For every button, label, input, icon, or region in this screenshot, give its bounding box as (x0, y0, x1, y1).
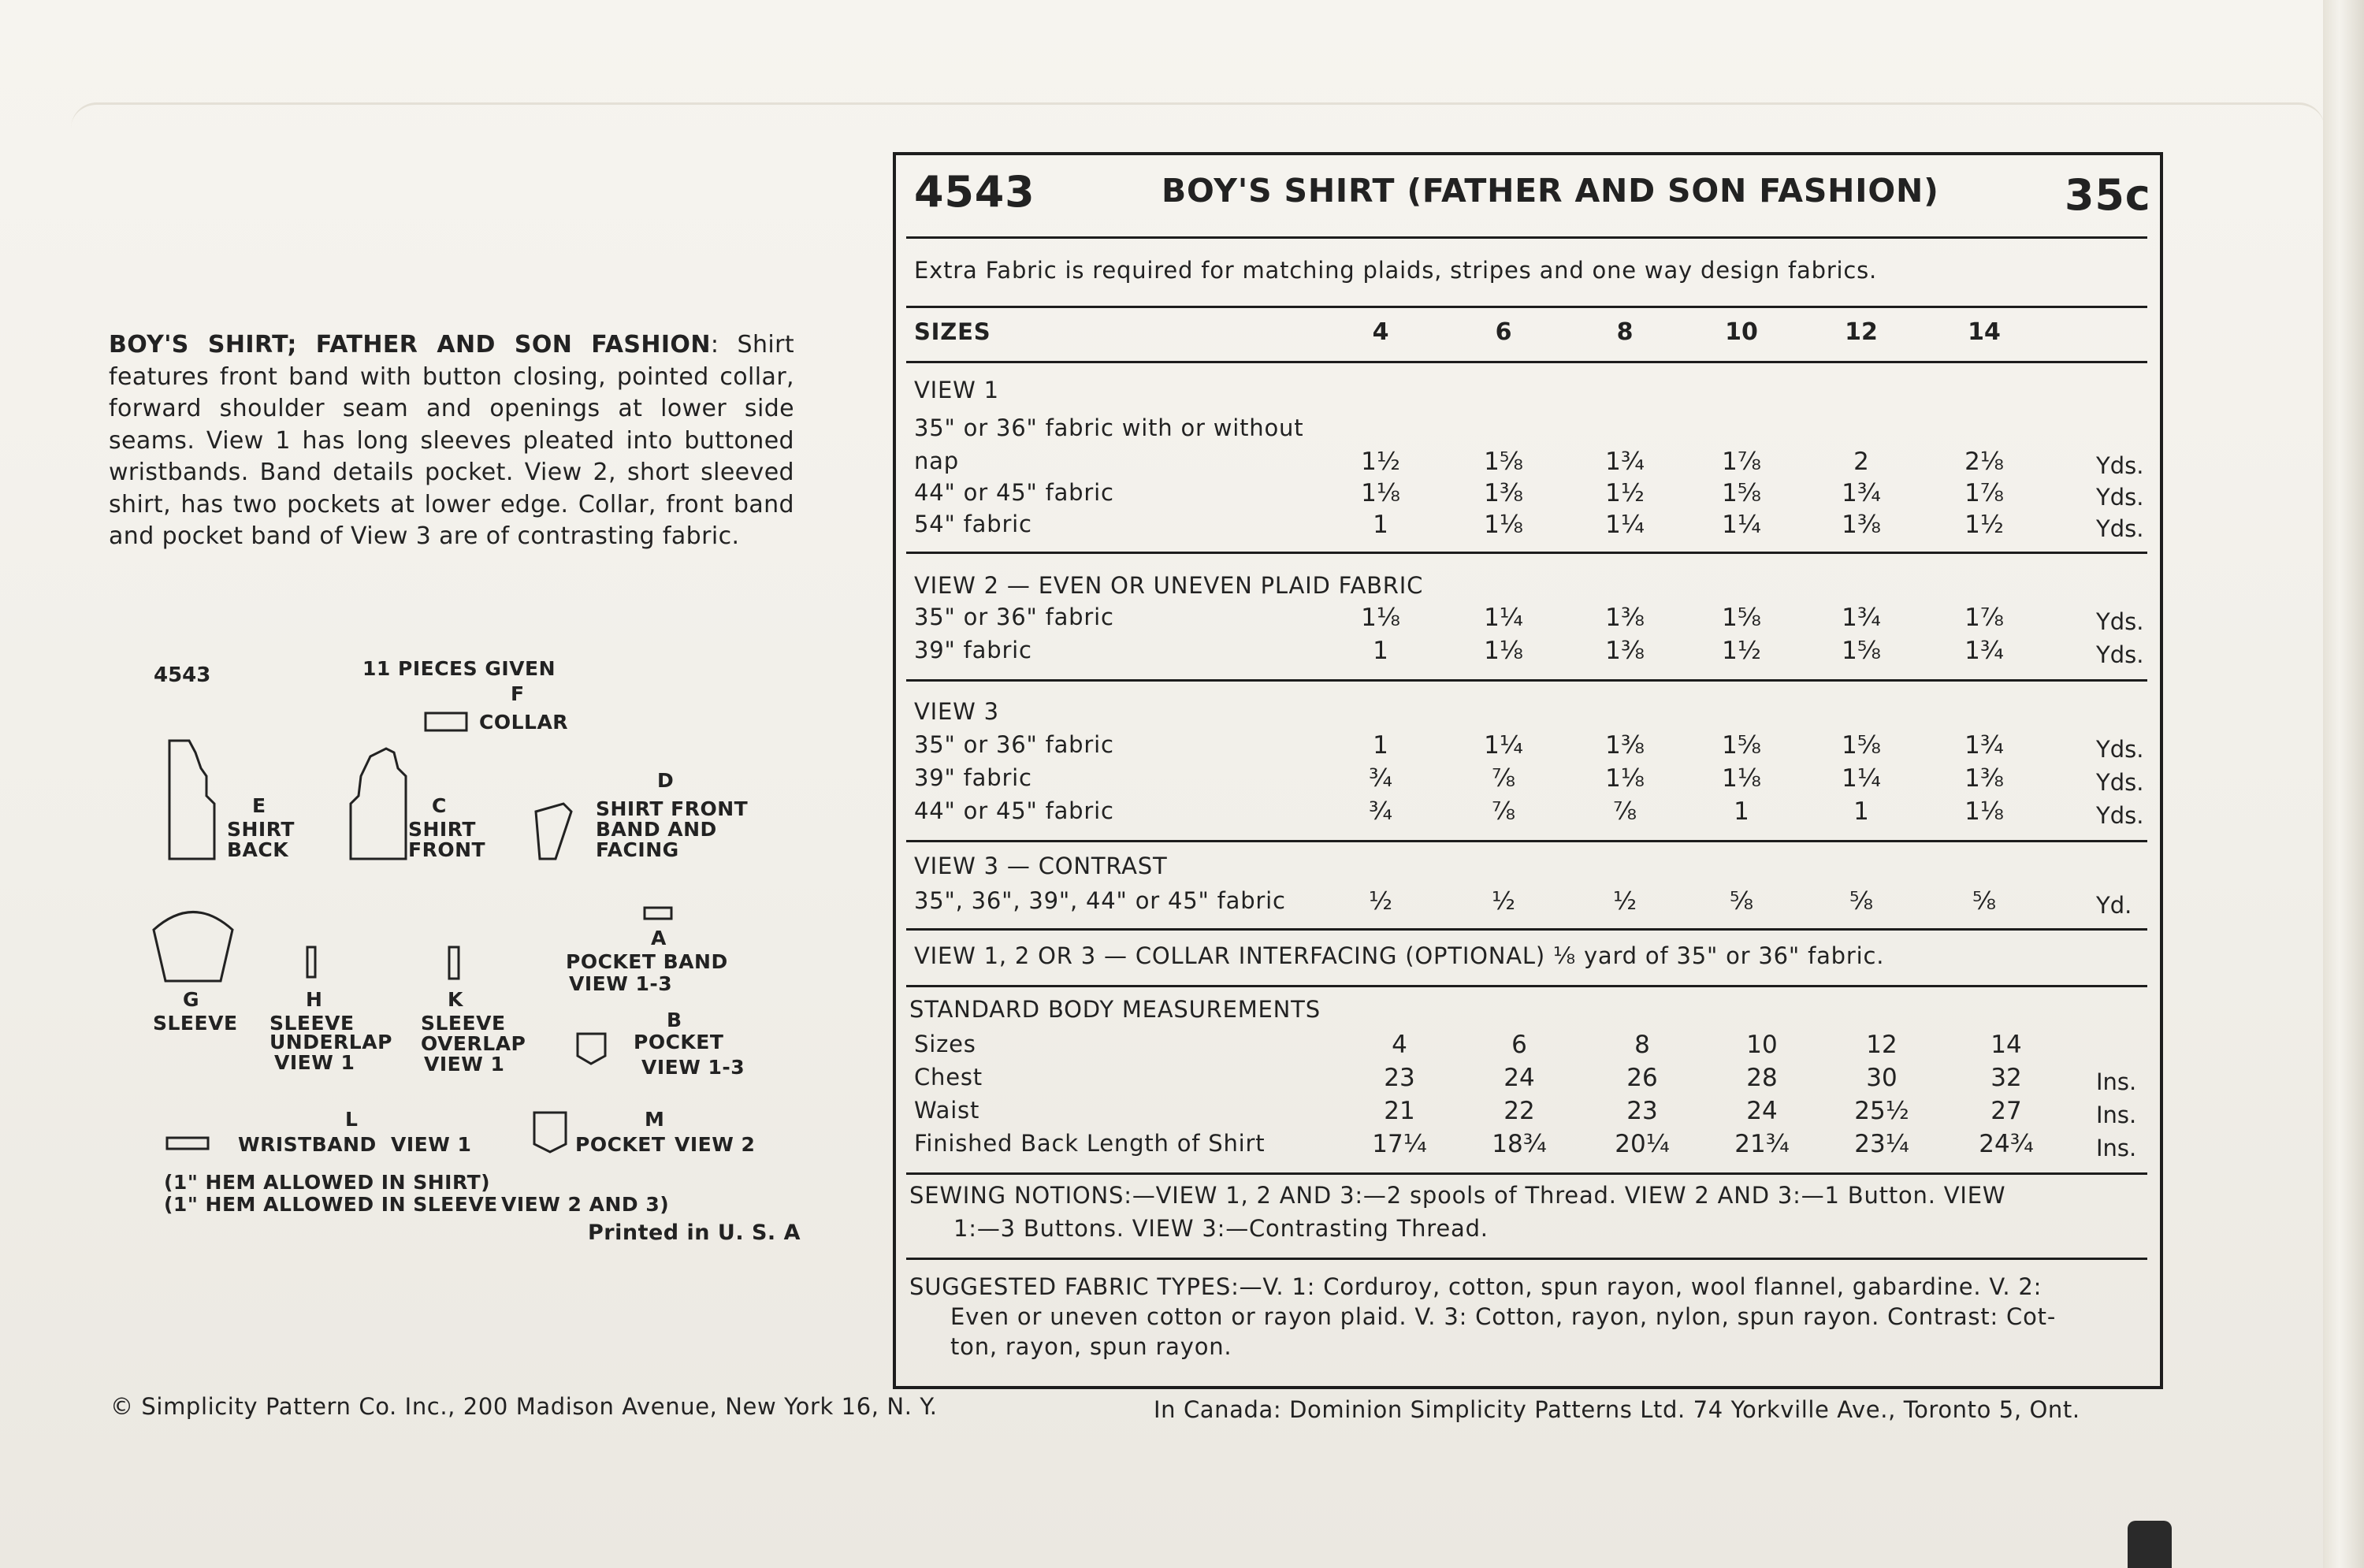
shirt-back-shape (169, 741, 214, 859)
yardage-value: 1⅜ (1605, 604, 1645, 632)
piece-a-letter: A (651, 927, 667, 949)
pieces-count: 11 PIECES GIVEN (362, 657, 556, 680)
yardage-value: 21¾ (1734, 1130, 1790, 1158)
row-label: 35", 36", 39", 44" or 45" fabric (914, 887, 1286, 914)
yardage-value: 1⅛ (1964, 797, 2004, 826)
piece-e-name1: SHIRT (227, 818, 295, 841)
piece-k-name2: OVERLAP (421, 1032, 526, 1055)
size-header: 4 (1372, 318, 1389, 346)
yardage-value: 1¾ (1842, 604, 1881, 632)
piece-h-name1: SLEEVE (269, 1012, 355, 1035)
row-label: nap (914, 448, 959, 474)
piece-m-name2: VIEW 2 (675, 1133, 756, 1156)
hem-note-shirt: (1" HEM ALLOWED IN SHIRT) (164, 1171, 491, 1194)
view2-title: VIEW 2 — EVEN OR UNEVEN PLAID FABRIC (914, 572, 1424, 599)
piece-l-name2: VIEW 1 (391, 1133, 472, 1156)
yardage-value: 14 (1990, 1031, 2022, 1059)
row-label: Sizes (914, 1031, 976, 1057)
piece-k-name3: VIEW 1 (424, 1053, 505, 1076)
fabric-types-line2: Even or uneven cotton or rayon plaid. V. 3: Cotton, rayon, nylon, spun rayon. Contrast: Cot- (950, 1303, 2057, 1330)
piece-h-letter: H (306, 988, 323, 1011)
unit-label: Yds. (2096, 608, 2144, 635)
yardage-value: 1½ (1605, 479, 1645, 507)
sewing-notions-line2: 1:—3 Buttons. VIEW 3:—Contrasting Thread. (953, 1215, 1489, 1242)
pieces-pattern-number: 4543 (154, 663, 211, 687)
yardage-value: 1 (1853, 797, 1869, 826)
yardage-value: 20¼ (1615, 1130, 1670, 1158)
collar-interfacing: VIEW 1, 2 OR 3 — COLLAR INTERFACING (OPTIONAL) ⅛ yard of 35" or 36" fabric. (914, 942, 1885, 969)
fabric-types-line3: ton, rayon, spun rayon. (950, 1333, 1232, 1360)
unit-label: Ins. (2096, 1102, 2137, 1128)
size-header: 6 (1495, 318, 1512, 346)
row-label: 44" or 45" fabric (914, 479, 1114, 506)
row-label: 44" or 45" fabric (914, 797, 1114, 824)
yardage-value: 1¾ (1964, 731, 2004, 760)
unit-label: Yds. (2096, 515, 2144, 542)
row-label: 39" fabric (914, 637, 1032, 663)
divider (906, 985, 2147, 987)
row-label-line1: 35" or 36" fabric with or without (914, 414, 1304, 441)
piece-k-name1: SLEEVE (421, 1012, 506, 1035)
yardage-value: ⅞ (1491, 797, 1516, 826)
yardage-value: ⅞ (1612, 797, 1637, 826)
piece-c-name2: FRONT (408, 838, 486, 861)
divider (906, 361, 2147, 363)
yardage-value: 1⅝ (1722, 479, 1761, 507)
yardage-value: 1¼ (1484, 731, 1523, 760)
sleeve-shape (154, 912, 232, 982)
wristband-shape (167, 1138, 208, 1149)
yardage-value: 2⅛ (1964, 448, 2004, 476)
unit-label: Yds. (2096, 452, 2144, 479)
yardage-value: ½ (1368, 887, 1393, 916)
yardage-value: 1⅛ (1722, 764, 1761, 793)
yardage-value: 1 (1373, 637, 1388, 665)
size-header: 10 (1725, 318, 1758, 346)
unit-label: Yd. (2096, 892, 2132, 919)
collar-shape (426, 713, 466, 730)
row-label: 35" or 36" fabric (914, 604, 1114, 630)
row-label: Chest (914, 1064, 983, 1091)
fabric-types-line1: SUGGESTED FABRIC TYPES:—V. 1: Corduroy, cotton, spun rayon, wool flannel, gabardine. V. 2: (909, 1273, 2042, 1300)
row-label: Finished Back Length of Shirt (914, 1130, 1266, 1157)
yardage-value: 1¾ (1842, 479, 1881, 507)
binder-tab (2128, 1521, 2172, 1568)
yardage-value: 1⅝ (1722, 604, 1761, 632)
yardage-value: ⅝ (1729, 887, 1754, 916)
unit-label: Yds. (2096, 802, 2144, 829)
yardage-value: 24 (1504, 1064, 1535, 1092)
piece-l-letter: L (345, 1108, 359, 1131)
yardage-value: 4 (1392, 1031, 1407, 1059)
yardage-value: 30 (1866, 1064, 1898, 1092)
pocket-shape (578, 1034, 605, 1064)
yardage-value: 1½ (1722, 637, 1761, 665)
piece-l-name1: WRISTBAND (238, 1133, 377, 1156)
piece-k-letter: K (448, 988, 463, 1011)
copyright: © Simplicity Pattern Co. Inc., 200 Madison Avenue, New York 16, N. Y. (110, 1393, 938, 1420)
size-header: 8 (1616, 318, 1634, 346)
hem-note-sleeve: (1" HEM ALLOWED IN SLEEVE (164, 1193, 498, 1216)
yardage-value: 10 (1746, 1031, 1778, 1059)
unit-label: Yds. (2096, 484, 2144, 511)
yardage-value: ⅝ (1972, 887, 1997, 916)
yardage-value: 1⅛ (1484, 637, 1523, 665)
yardage-value: 23¼ (1854, 1130, 1909, 1158)
yardage-value: 1⅛ (1484, 511, 1523, 539)
piece-d-name3: FACING (596, 838, 679, 861)
yardage-value: ½ (1491, 887, 1516, 916)
view3-contrast-title: VIEW 3 — CONTRAST (914, 853, 1168, 879)
yardage-value: 1⅛ (1605, 764, 1645, 793)
piece-h-name2: UNDERLAP (269, 1031, 392, 1053)
piece-h-name3: VIEW 1 (274, 1051, 355, 1074)
yardage-value: 12 (1866, 1031, 1898, 1059)
yardage-value: 1⅜ (1605, 637, 1645, 665)
hem-note-views: VIEW 2 AND 3) (501, 1193, 670, 1216)
yardage-value: 24 (1746, 1097, 1778, 1125)
yardage-value: 1 (1734, 797, 1749, 826)
piece-b-name2: VIEW 1-3 (641, 1056, 745, 1079)
yardage-value: 1⅛ (1361, 479, 1400, 507)
yardage-value: 1⅛ (1361, 604, 1400, 632)
yardage-value: 1⅞ (1964, 604, 2004, 632)
yardage-value: 22 (1504, 1097, 1535, 1125)
yardage-value: 1½ (1361, 448, 1400, 476)
row-label: 35" or 36" fabric (914, 731, 1114, 758)
piece-d-name2: BAND AND (596, 818, 717, 841)
canada-address: In Canada: Dominion Simplicity Patterns Ltd. 74 Yorkville Ave., Toronto 5, Ont. (1154, 1396, 2080, 1423)
piece-b-name1: POCKET (634, 1031, 724, 1053)
yardage-value: ¾ (1368, 764, 1393, 793)
description-body: : Shirt features front band with button closing, pointed collar, forward shoulder seam and openings at lower side seams. View 1 has long sleeves pleated into buttoned wristbands. Band details pocket. View 2, short sleeved shirt, has two pockets at lower edge. Collar, front band and pocket band of View 3 are of contrasting fabric. (109, 331, 794, 550)
yardage-value: 18¾ (1492, 1130, 1547, 1158)
piece-a-name1: POCKET BAND (566, 950, 728, 973)
yardage-value: 1⅝ (1842, 637, 1881, 665)
yardage-value: 26 (1626, 1064, 1658, 1092)
yardage-value: 1⅝ (1722, 731, 1761, 760)
pattern-title: BOY'S SHIRT (FATHER AND SON FASHION) (1162, 172, 1939, 210)
unit-label: Yds. (2096, 769, 2144, 796)
row-label: 54" fabric (914, 511, 1032, 537)
yardage-value: ¾ (1368, 797, 1393, 826)
piece-e-name2: BACK (227, 838, 289, 861)
yardage-value: 21 (1384, 1097, 1415, 1125)
pocket-view2-shape (534, 1113, 566, 1152)
sewing-notions-line1: SEWING NOTIONS:—VIEW 1, 2 AND 3:—2 spools of Thread. VIEW 2 AND 3:—1 Button. VIEW (909, 1182, 2006, 1209)
yardage-value: 1 (1373, 731, 1388, 760)
yardage-value: 24¾ (1979, 1130, 2034, 1158)
yardage-value: 1¼ (1842, 764, 1881, 793)
yardage-value: 23 (1384, 1064, 1415, 1092)
price: 35c (2065, 170, 2151, 220)
divider (906, 552, 2147, 554)
yardage-value: 32 (1990, 1064, 2022, 1092)
yardage-value: ⅝ (1849, 887, 1874, 916)
yardage-value: 6 (1511, 1031, 1527, 1059)
sleeve-underlap-shape (307, 947, 315, 977)
divider (906, 1172, 2147, 1175)
envelope-edge (2323, 0, 2364, 1568)
pocket-band-shape (645, 908, 671, 919)
piece-c-letter: C (432, 794, 447, 817)
yardage-value: 1⅜ (1964, 764, 2004, 793)
view3-title: VIEW 3 (914, 698, 999, 725)
yardage-value: 28 (1746, 1064, 1778, 1092)
sizes-label: SIZES (914, 318, 991, 345)
yardage-value: 17¼ (1372, 1130, 1427, 1158)
divider (906, 1258, 2147, 1260)
piece-e-letter: E (252, 794, 266, 817)
divider (906, 679, 2147, 682)
piece-f-name: COLLAR (479, 711, 569, 734)
yardage-value: 8 (1634, 1031, 1650, 1059)
unit-label: Ins. (2096, 1135, 2137, 1161)
piece-d-letter: D (657, 769, 675, 792)
yardage-value: 1¾ (1964, 637, 2004, 665)
pattern-number: 4543 (914, 167, 1035, 217)
size-header: 14 (1968, 318, 2001, 346)
yardage-value: 1¼ (1722, 511, 1761, 539)
yardage-value: 1 (1373, 511, 1388, 539)
piece-g-name: SLEEVE (153, 1012, 238, 1035)
yardage-value: 23 (1626, 1097, 1658, 1125)
yardage-value: 27 (1990, 1097, 2022, 1125)
yardage-value: 1¼ (1484, 604, 1523, 632)
piece-m-letter: M (645, 1108, 665, 1131)
sleeve-overlap-shape (449, 947, 459, 979)
yardage-value: 1¾ (1605, 448, 1645, 476)
view1-title: VIEW 1 (914, 377, 999, 403)
piece-a-name2: VIEW 1-3 (569, 972, 673, 995)
description-title: BOY'S SHIRT; FATHER AND SON FASHION (109, 331, 711, 359)
yardage-value: ⅞ (1491, 764, 1516, 793)
unit-label: Yds. (2096, 736, 2144, 763)
row-label: 39" fabric (914, 764, 1032, 791)
yardage-value: 1⅝ (1484, 448, 1523, 476)
yardage-value: 1⅞ (1964, 479, 2004, 507)
shirt-front-shape (351, 749, 406, 859)
divider (906, 236, 2147, 239)
piece-g-letter: G (183, 988, 200, 1011)
row-label: Waist (914, 1097, 980, 1124)
body-measurements-title: STANDARD BODY MEASUREMENTS (909, 996, 1321, 1023)
piece-c-name1: SHIRT (408, 818, 476, 841)
yardage-value: 1⅜ (1484, 479, 1523, 507)
yardage-value: 25½ (1854, 1097, 1909, 1125)
extra-fabric-note: Extra Fabric is required for matching plaids, stripes and one way design fabrics. (914, 257, 1878, 284)
piece-d-name1: SHIRT FRONT (596, 797, 749, 820)
unit-label: Ins. (2096, 1068, 2137, 1095)
yardage-value: 1½ (1964, 511, 2004, 539)
unit-label: Yds. (2096, 641, 2144, 668)
piece-f-letter: F (511, 682, 525, 705)
piece-b-letter: B (667, 1009, 682, 1031)
yardage-value: 1⅝ (1842, 731, 1881, 760)
piece-m-name1: POCKET (575, 1133, 666, 1156)
size-header: 12 (1845, 318, 1878, 346)
pattern-pieces-diagram (0, 0, 867, 1568)
yardage-value: 2 (1853, 448, 1869, 476)
divider (906, 928, 2147, 931)
yardage-value: 1⅜ (1842, 511, 1881, 539)
printed-in: Printed in U. S. A (588, 1221, 801, 1245)
yardage-value: 1¼ (1605, 511, 1645, 539)
yardage-value: ½ (1612, 887, 1637, 916)
front-band-shape (536, 804, 571, 859)
yardage-value: 1⅞ (1722, 448, 1761, 476)
yardage-value: 1⅜ (1605, 731, 1645, 760)
divider (906, 306, 2147, 308)
divider (906, 840, 2147, 842)
